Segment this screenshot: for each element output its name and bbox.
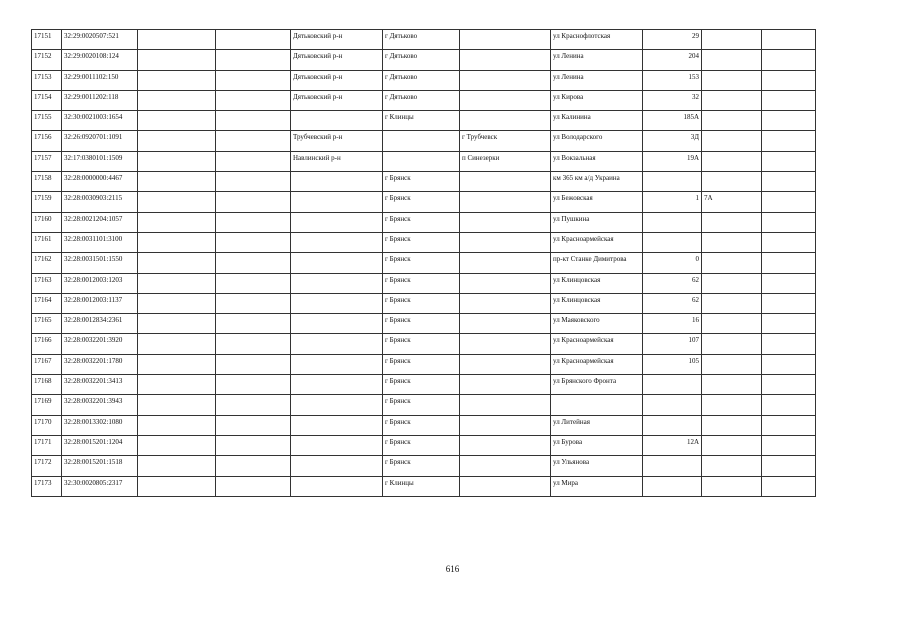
house-number-cell [643,375,702,395]
empty-cell [216,314,291,334]
extra-cell [762,131,816,151]
extra-cell [702,476,762,496]
row-number: 17172 [32,456,62,476]
row-number: 17159 [32,192,62,212]
cadastral-number: 32:29:0020108:124 [62,50,138,70]
table-row [32,253,816,273]
street-cell: ул Володарского [551,131,643,151]
extra-cell [762,456,816,476]
house-number-cell: 32 [643,90,702,110]
city-cell: г Клинцы [383,111,460,131]
cadastral-number: 32:28:0000000:4467 [62,172,138,192]
district-cell [291,111,383,131]
district-cell [291,354,383,374]
row-number: 17170 [32,415,62,435]
extra-cell [762,334,816,354]
street-cell: ул Клинцовская [551,293,643,313]
city-cell: г Дятьково [383,70,460,90]
empty-cell [138,151,216,171]
street-cell: ул Кирова [551,90,643,110]
registry-table [31,29,816,497]
house-number-cell: 3Д [643,131,702,151]
street-cell [551,395,643,415]
street-cell: ул Красноармейская [551,232,643,252]
district-cell [291,232,383,252]
street-cell: км 365 км а/д Украина [551,172,643,192]
row-number: 17165 [32,314,62,334]
empty-cell [138,334,216,354]
empty-cell [138,192,216,212]
street-cell: ул Краснофлотская [551,30,643,50]
extra-cell [702,273,762,293]
settlement-cell: г Трубчевск [460,131,551,151]
settlement-cell [460,476,551,496]
table-row [32,435,816,455]
extra-cell [762,273,816,293]
street-cell: ул Бурова [551,435,643,455]
table-row [32,192,816,212]
settlement-cell [460,334,551,354]
row-number: 17156 [32,131,62,151]
row-number: 17161 [32,232,62,252]
empty-cell [216,30,291,50]
settlement-cell [460,354,551,374]
house-number-cell: 29 [643,30,702,50]
table-row [32,30,816,50]
extra-cell: 7А [702,192,762,212]
settlement-cell [460,212,551,232]
district-cell [291,192,383,212]
empty-cell [138,253,216,273]
extra-cell [762,415,816,435]
cadastral-number: 32:29:0011202:118 [62,90,138,110]
extra-cell [762,90,816,110]
empty-cell [216,253,291,273]
city-cell: г Брянск [383,253,460,273]
settlement-cell: п Синезерки [460,151,551,171]
empty-cell [216,172,291,192]
district-cell [291,172,383,192]
extra-cell [762,354,816,374]
row-number: 17163 [32,273,62,293]
empty-cell [138,232,216,252]
city-cell: г Брянск [383,395,460,415]
house-number-cell: 185А [643,111,702,131]
empty-cell [216,415,291,435]
extra-cell [702,253,762,273]
city-cell: г Брянск [383,172,460,192]
district-cell [291,395,383,415]
row-number: 17167 [32,354,62,374]
row-number: 17152 [32,50,62,70]
table-row [32,70,816,90]
house-number-cell [643,456,702,476]
cadastral-number: 32:26:0920701:1091 [62,131,138,151]
empty-cell [138,314,216,334]
house-number-cell [643,415,702,435]
street-cell: ул Клинцовская [551,273,643,293]
cadastral-number: 32:28:0015201:1518 [62,456,138,476]
extra-cell [702,30,762,50]
cadastral-number: 32:17:0380101:1509 [62,151,138,171]
empty-cell [216,111,291,131]
table-row [32,334,816,354]
house-number-cell: 105 [643,354,702,374]
extra-cell [702,354,762,374]
row-number: 17158 [32,172,62,192]
district-cell: Трубчевский р-н [291,131,383,151]
extra-cell [762,192,816,212]
extra-cell [702,131,762,151]
row-number: 17155 [32,111,62,131]
empty-cell [138,212,216,232]
empty-cell [216,293,291,313]
settlement-cell [460,50,551,70]
table-row [32,232,816,252]
empty-cell [138,354,216,374]
district-cell [291,375,383,395]
cadastral-number: 32:28:0032201:1780 [62,354,138,374]
row-number: 17157 [32,151,62,171]
cadastral-number: 32:28:0012003:1137 [62,293,138,313]
district-cell [291,415,383,435]
cadastral-number: 32:30:0021003:1654 [62,111,138,131]
cadastral-number: 32:28:0021204:1057 [62,212,138,232]
row-number: 17168 [32,375,62,395]
settlement-cell [460,30,551,50]
extra-cell [702,415,762,435]
empty-cell [138,273,216,293]
cadastral-number: 32:29:0020507:521 [62,30,138,50]
city-cell: г Брянск [383,273,460,293]
district-cell: Дятьковский р-н [291,90,383,110]
row-number: 17151 [32,30,62,50]
settlement-cell [460,90,551,110]
house-number-cell: 107 [643,334,702,354]
city-cell: г Брянск [383,415,460,435]
city-cell: г Брянск [383,293,460,313]
street-cell: ул Калинина [551,111,643,131]
row-number: 17153 [32,70,62,90]
extra-cell [762,435,816,455]
settlement-cell [460,111,551,131]
street-cell: ул Красноармейская [551,354,643,374]
table-row [32,172,816,192]
empty-cell [216,334,291,354]
extra-cell [702,395,762,415]
cadastral-number: 32:30:0020805:2317 [62,476,138,496]
empty-cell [216,151,291,171]
house-number-cell: 0 [643,253,702,273]
table-row [32,456,816,476]
extra-cell [762,314,816,334]
empty-cell [216,375,291,395]
empty-cell [216,395,291,415]
table-row [32,476,816,496]
district-cell: Навлинский р-н [291,151,383,171]
street-cell: ул Вокзальная [551,151,643,171]
extra-cell [702,456,762,476]
cadastral-number: 32:28:0015201:1204 [62,435,138,455]
extra-cell [762,293,816,313]
city-cell: г Брянск [383,192,460,212]
settlement-cell [460,172,551,192]
empty-cell [138,131,216,151]
settlement-cell [460,273,551,293]
city-cell: г Брянск [383,354,460,374]
extra-cell [762,232,816,252]
table-row [32,354,816,374]
extra-cell [762,212,816,232]
cadastral-number: 32:28:0031501:1550 [62,253,138,273]
settlement-cell [460,456,551,476]
district-cell [291,273,383,293]
settlement-cell [460,395,551,415]
house-number-cell [643,395,702,415]
cadastral-number: 32:28:0030903:2115 [62,192,138,212]
city-cell: г Брянск [383,212,460,232]
city-cell: г Брянск [383,375,460,395]
empty-cell [138,50,216,70]
district-cell: Дятьковский р-н [291,50,383,70]
row-number: 17162 [32,253,62,273]
house-number-cell: 16 [643,314,702,334]
row-number: 17166 [32,334,62,354]
city-cell: г Брянск [383,334,460,354]
empty-cell [138,172,216,192]
city-cell: г Дятьково [383,90,460,110]
page-number: 616 [445,564,460,574]
settlement-cell [460,375,551,395]
street-cell: ул Ульянова [551,456,643,476]
cadastral-number: 32:28:0032201:3943 [62,395,138,415]
district-cell: Дятьковский р-н [291,70,383,90]
house-number-cell [643,476,702,496]
table-row [32,111,816,131]
extra-cell [702,314,762,334]
empty-cell [138,90,216,110]
extra-cell [702,375,762,395]
table-row [32,293,816,313]
table-row [32,90,816,110]
extra-cell [762,253,816,273]
empty-cell [138,435,216,455]
district-cell [291,456,383,476]
extra-cell [702,435,762,455]
empty-cell [138,30,216,50]
table-row [32,375,816,395]
empty-cell [216,232,291,252]
house-number-cell [643,212,702,232]
city-cell [383,131,460,151]
cadastral-number: 32:28:0031101:3100 [62,232,138,252]
district-cell [291,334,383,354]
extra-cell [702,50,762,70]
empty-cell [216,435,291,455]
settlement-cell [460,192,551,212]
settlement-cell [460,232,551,252]
extra-cell [702,293,762,313]
row-number: 17164 [32,293,62,313]
table-row [32,50,816,70]
extra-cell [702,232,762,252]
extra-cell [702,334,762,354]
street-cell: ул Мира [551,476,643,496]
empty-cell [138,293,216,313]
row-number: 17169 [32,395,62,415]
city-cell: г Брянск [383,456,460,476]
cadastral-number: 32:28:0013302:1080 [62,415,138,435]
empty-cell [216,354,291,374]
empty-cell [138,70,216,90]
house-number-cell [643,172,702,192]
empty-cell [216,131,291,151]
house-number-cell: 62 [643,293,702,313]
city-cell: г Дятьково [383,30,460,50]
row-number: 17160 [32,212,62,232]
table-row [32,415,816,435]
empty-cell [216,70,291,90]
city-cell: г Брянск [383,232,460,252]
empty-cell [216,50,291,70]
district-cell [291,212,383,232]
house-number-cell: 62 [643,273,702,293]
row-number: 17173 [32,476,62,496]
house-number-cell: 153 [643,70,702,90]
empty-cell [138,375,216,395]
extra-cell [702,90,762,110]
row-number: 17171 [32,435,62,455]
extra-cell [762,70,816,90]
city-cell: г Брянск [383,314,460,334]
street-cell: ул Брянского Фронта [551,375,643,395]
table-row [32,131,816,151]
district-cell [291,314,383,334]
settlement-cell [460,435,551,455]
extra-cell [762,395,816,415]
extra-cell [762,172,816,192]
empty-cell [216,90,291,110]
extra-cell [702,111,762,131]
house-number-cell: 204 [643,50,702,70]
street-cell: ул Бежовская [551,192,643,212]
extra-cell [762,375,816,395]
district-cell [291,293,383,313]
city-cell: г Клинцы [383,476,460,496]
settlement-cell [460,253,551,273]
cadastral-number: 32:28:0032201:3413 [62,375,138,395]
extra-cell [762,111,816,131]
row-number: 17154 [32,90,62,110]
house-number-cell: 12А [643,435,702,455]
empty-cell [138,476,216,496]
house-number-cell: 1 [643,192,702,212]
extra-cell [762,30,816,50]
table-row [32,212,816,232]
table-row [32,314,816,334]
district-cell [291,476,383,496]
empty-cell [216,192,291,212]
district-cell: Дятьковский р-н [291,30,383,50]
empty-cell [138,111,216,131]
settlement-cell [460,293,551,313]
house-number-cell [643,232,702,252]
table-row [32,395,816,415]
extra-cell [762,476,816,496]
cadastral-number: 32:28:0032201:3920 [62,334,138,354]
cadastral-number: 32:29:0011102:150 [62,70,138,90]
extra-cell [702,70,762,90]
empty-cell [216,456,291,476]
extra-cell [762,151,816,171]
table-row [32,151,816,171]
district-cell [291,435,383,455]
settlement-cell [460,314,551,334]
city-cell: г Дятьково [383,50,460,70]
street-cell: пр-кт Станке Димитрова [551,253,643,273]
empty-cell [216,273,291,293]
empty-cell [216,476,291,496]
street-cell: ул Литейная [551,415,643,435]
empty-cell [138,395,216,415]
street-cell: ул Пушкина [551,212,643,232]
street-cell: ул Ленина [551,70,643,90]
city-cell [383,151,460,171]
house-number-cell: 19А [643,151,702,171]
extra-cell [762,50,816,70]
cadastral-number: 32:28:0012003:1203 [62,273,138,293]
extra-cell [702,151,762,171]
street-cell: ул Ленина [551,50,643,70]
empty-cell [138,456,216,476]
settlement-cell [460,415,551,435]
empty-cell [138,415,216,435]
street-cell: ул Красноармейская [551,334,643,354]
extra-cell [702,212,762,232]
settlement-cell [460,70,551,90]
street-cell: ул Маяковского [551,314,643,334]
registry-rows [32,30,816,497]
city-cell: г Брянск [383,435,460,455]
cadastral-number: 32:28:0012834:2361 [62,314,138,334]
district-cell [291,253,383,273]
table-row [32,273,816,293]
extra-cell [702,172,762,192]
empty-cell [216,212,291,232]
